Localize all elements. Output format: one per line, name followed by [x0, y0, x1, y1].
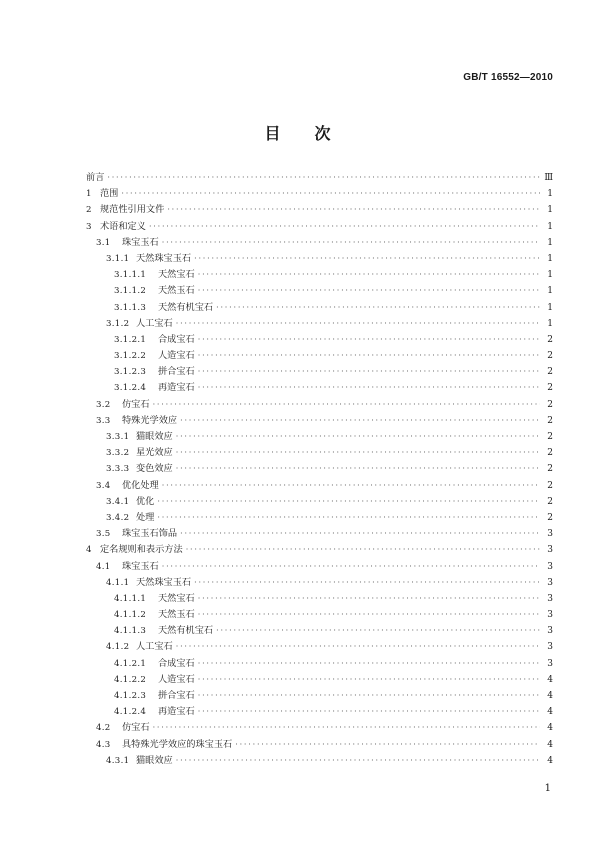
toc-entry[interactable] [86, 348, 553, 364]
toc-leader-dots [176, 316, 540, 332]
toc-entry-page: 2 [547, 432, 553, 442]
toc-entry[interactable] [86, 267, 553, 283]
page-title [0, 121, 595, 144]
toc-entry-number: 4.1.1.1 [114, 593, 147, 604]
toc-entry[interactable] [86, 656, 553, 672]
toc-entry-number: 4.1.1.3 [114, 626, 147, 637]
toc-leader-dots [198, 672, 540, 688]
toc-entry-title: 人工宝石 [136, 641, 173, 653]
toc-entry-page: 2 [547, 415, 553, 426]
toc-leader-dots [198, 332, 540, 348]
toc-leader-dots [176, 445, 540, 461]
toc-entry-page: 1 [547, 189, 553, 200]
toc-entry-page: 1 [547, 221, 553, 232]
toc-leader-dots [162, 235, 540, 251]
toc-entry[interactable] [86, 753, 553, 769]
toc-entry[interactable] [86, 575, 553, 591]
toc-entry-number: 3.1.2.1 [114, 334, 147, 345]
toc-entry-page: 2 [547, 496, 553, 507]
toc-entry-number: 4.1.2 [106, 642, 130, 653]
toc-entry-title: 星光效应 [136, 447, 173, 459]
toc-entry-title: 再造宝石 [158, 706, 195, 718]
toc-leader-dots [149, 219, 540, 235]
toc-entry-number: 4.1.1 [106, 577, 130, 588]
toc-entry-page: 4 [547, 723, 553, 734]
toc-entry[interactable] [86, 510, 553, 526]
toc-leader-dots [198, 348, 540, 364]
toc-entry-page: 1 [547, 302, 553, 313]
toc-entry-number: 4 [86, 545, 92, 556]
toc-entry-title: 再造宝石 [158, 382, 195, 394]
toc-entry[interactable] [86, 202, 553, 218]
toc-entry-title: 天然宝石 [158, 592, 195, 604]
document-code: GB/T 16552—2010 [463, 72, 553, 83]
toc-entry[interactable] [86, 720, 553, 736]
toc-leader-dots [153, 397, 540, 413]
toc-entry[interactable] [86, 364, 553, 380]
toc-leader-dots [107, 170, 540, 186]
toc-entry-title: 天然珠宝玉石 [136, 252, 192, 264]
toc-entry-page: 3 [547, 610, 553, 621]
toc-entry-title: 合成宝石 [158, 657, 195, 669]
toc-entry-title: 珠宝玉石饰品 [122, 528, 178, 540]
toc-entry-number: 3.1.2.4 [114, 383, 147, 394]
toc-entry[interactable] [86, 639, 553, 655]
toc-entry-number: 3.1 [96, 237, 111, 248]
toc-entry-title: 特殊光学效应 [122, 414, 178, 426]
toc-leader-dots [186, 542, 540, 558]
toc-entry-title: 规范性引用文件 [100, 204, 165, 216]
toc-leader-dots [198, 656, 540, 672]
toc-entry[interactable] [86, 591, 553, 607]
toc-leader-dots [198, 704, 540, 720]
toc-entry-title: 天然玉石 [158, 609, 195, 621]
toc-entry-title: 猫眼效应 [136, 431, 173, 442]
toc-entry-number: 4.1.2.2 [114, 674, 147, 685]
toc-leader-dots [198, 380, 540, 396]
toc-entry[interactable] [86, 704, 553, 720]
toc-leader-dots [198, 607, 540, 623]
toc-entry-title: 术语和定义 [100, 220, 146, 232]
toc-entry-page: 3 [547, 658, 553, 669]
toc-entry-page: 3 [547, 561, 553, 572]
toc-entry-page: 2 [547, 464, 553, 475]
toc-entry-title: 合成宝石 [158, 333, 195, 345]
toc-entry-number: 4.1.2.4 [114, 707, 147, 718]
toc-entry-title: 处理 [136, 511, 155, 523]
toc-entry-number: 3.3.3 [106, 464, 130, 475]
toc-entry[interactable] [86, 688, 553, 704]
toc-entry[interactable] [86, 542, 553, 558]
toc-entry-title: 变色效应 [136, 463, 173, 475]
toc-entry[interactable] [86, 413, 553, 429]
toc-entry-page: 3 [547, 545, 553, 556]
toc-entry-page: 4 [547, 674, 553, 685]
toc-entry-page: 2 [547, 367, 553, 378]
toc-entry[interactable] [86, 219, 553, 235]
toc-entry-title: 珠宝玉石 [122, 560, 159, 572]
toc-entry-page: 3 [547, 593, 553, 604]
title-char-2: 次 [314, 124, 331, 143]
page-number: 1 [544, 783, 551, 794]
toc-leader-dots [157, 494, 540, 510]
toc-entry[interactable] [86, 607, 553, 623]
toc-leader-dots [167, 202, 540, 218]
toc-entry-number: 2 [86, 205, 92, 216]
toc-entry-number: 3.5 [96, 529, 111, 540]
toc-entry-page: 2 [547, 334, 553, 345]
toc-entry[interactable] [86, 300, 553, 316]
toc-leader-dots [216, 300, 540, 316]
toc-entry-title: 范围 [100, 188, 119, 200]
toc-leader-dots [198, 591, 540, 607]
toc-leader-dots [162, 559, 540, 575]
toc-entry-page: Ⅲ [544, 173, 553, 183]
toc-entry-page: 2 [547, 512, 553, 523]
toc-entry-number: 3.1.2.3 [114, 367, 147, 378]
toc-entry-page: 1 [547, 270, 553, 281]
toc-entry-page: 2 [547, 383, 553, 394]
toc-entry-page: 2 [547, 351, 553, 362]
toc-entry-page: 2 [547, 448, 553, 459]
toc-entry-title: 拼合宝石 [158, 690, 195, 701]
toc-entry-number: 3.3.2 [106, 448, 130, 459]
toc-entry-title: 人造宝石 [158, 673, 195, 685]
toc-entry-number: 4.3 [96, 739, 111, 750]
toc-entry-page: 4 [547, 691, 553, 701]
toc-leader-dots [176, 461, 540, 477]
toc-entry-page: 3 [547, 529, 553, 540]
toc-entry-title: 天然有机宝石 [158, 625, 214, 637]
toc-entry[interactable] [86, 316, 553, 332]
toc-entry-number: 1 [86, 189, 92, 200]
toc-leader-dots [198, 283, 540, 299]
toc-entry-number: 3.4.1 [106, 496, 130, 507]
toc-entry-number: 3.3 [96, 415, 111, 426]
toc-entry-number: 3 [86, 221, 92, 232]
toc-entry[interactable] [86, 283, 553, 299]
toc-entry-title: 猫眼效应 [136, 754, 173, 766]
title-char-1: 目 [264, 124, 281, 143]
toc-leader-dots [153, 720, 540, 736]
toc-entry-number: 4.1.2.3 [114, 691, 147, 701]
toc-entry[interactable] [86, 251, 553, 267]
toc-entry-page: 1 [547, 205, 553, 216]
toc-entry[interactable] [86, 397, 553, 413]
toc-entry[interactable] [86, 623, 553, 639]
toc-entry[interactable] [86, 429, 553, 445]
toc-entry-title: 优化 [136, 495, 155, 507]
toc-entry[interactable] [86, 559, 553, 575]
toc-entry-number: 4.2 [96, 723, 111, 734]
toc-entry[interactable] [86, 737, 553, 753]
toc-leader-dots [235, 737, 540, 753]
toc-leader-dots [194, 575, 540, 591]
toc-leader-dots [180, 413, 540, 429]
toc-entry-title: 优化处理 [122, 479, 159, 491]
toc-entry-title: 天然有机宝石 [158, 301, 214, 313]
toc-entry-title: 前言 [86, 172, 105, 183]
toc-entry-page: 1 [547, 318, 553, 329]
toc-entry[interactable] [86, 445, 553, 461]
toc-entry[interactable] [86, 461, 553, 477]
toc-entry[interactable] [86, 186, 553, 202]
toc-leader-dots [162, 478, 540, 494]
toc-entry[interactable] [86, 526, 553, 542]
toc-entry-page: 3 [547, 577, 553, 588]
toc-entry-page: 2 [547, 399, 553, 410]
toc-leader-dots [198, 688, 540, 704]
toc-leader-dots [176, 639, 540, 655]
toc-entry-number: 3.1.1 [106, 253, 130, 264]
toc-entry-number: 3.1.1.1 [114, 270, 147, 281]
toc-entry[interactable] [86, 235, 553, 251]
toc-entry-title: 人工宝石 [136, 317, 173, 329]
toc-leader-dots [216, 623, 540, 639]
toc-entry-page: 2 [547, 480, 553, 491]
toc-entry-number: 4.3.1 [106, 755, 130, 766]
toc-entry-title: 天然宝石 [158, 269, 195, 281]
toc-entry-number: 4.1.1.2 [114, 610, 147, 621]
toc-entry[interactable] [86, 332, 553, 348]
toc-leader-dots [176, 753, 540, 769]
toc-leader-dots [176, 429, 540, 445]
toc-entry-title: 具特殊光学效应的珠宝玉石 [122, 738, 233, 750]
toc-entry[interactable] [86, 478, 553, 494]
toc-entry-title: 拼合宝石 [158, 366, 195, 378]
toc-entry-number: 4.1 [96, 561, 111, 572]
toc-entry[interactable] [86, 170, 553, 186]
toc-entry-number: 3.1.1.3 [114, 302, 147, 313]
toc-entry-page: 3 [547, 626, 553, 637]
toc-entry-title: 人造宝石 [158, 350, 195, 362]
toc-entry-number: 3.1.2.2 [114, 351, 147, 362]
toc-entry-number: 3.1.2 [106, 318, 130, 329]
toc-entry-page: 4 [547, 755, 553, 766]
toc-leader-dots [194, 251, 540, 267]
toc-entry-title: 珠宝玉石 [122, 236, 159, 248]
toc-entry-title: 天然玉石 [158, 285, 195, 297]
toc-entry-title: 天然珠宝玉石 [136, 576, 192, 588]
toc-entry-number: 3.3.1 [106, 432, 130, 442]
toc-entry-title: 定名规则和表示方法 [100, 544, 183, 556]
toc-entry[interactable] [86, 494, 553, 510]
toc-entry-page: 1 [547, 253, 553, 264]
toc-entry-page: 4 [547, 739, 553, 750]
toc-entry-number: 3.4 [96, 480, 111, 491]
toc-entry-page: 1 [547, 237, 553, 248]
toc-entry-page: 4 [547, 707, 553, 718]
table-of-contents [86, 170, 553, 769]
toc-entry-title: 仿宝石 [122, 722, 150, 734]
toc-entry[interactable] [86, 380, 553, 396]
toc-entry-number: 3.4.2 [106, 512, 130, 523]
toc-entry-page: 3 [547, 642, 553, 653]
toc-entry-number: 3.1.1.2 [114, 286, 147, 297]
toc-entry-number: 3.2 [96, 399, 111, 410]
toc-entry-title: 仿宝石 [122, 398, 150, 410]
toc-entry-page: 1 [547, 286, 553, 297]
toc-leader-dots [198, 364, 540, 380]
toc-leader-dots [198, 267, 540, 283]
toc-leader-dots [157, 510, 540, 526]
toc-leader-dots [180, 526, 540, 542]
toc-entry-number: 4.1.2.1 [114, 658, 147, 669]
toc-entry[interactable] [86, 672, 553, 688]
toc-leader-dots [121, 186, 540, 202]
